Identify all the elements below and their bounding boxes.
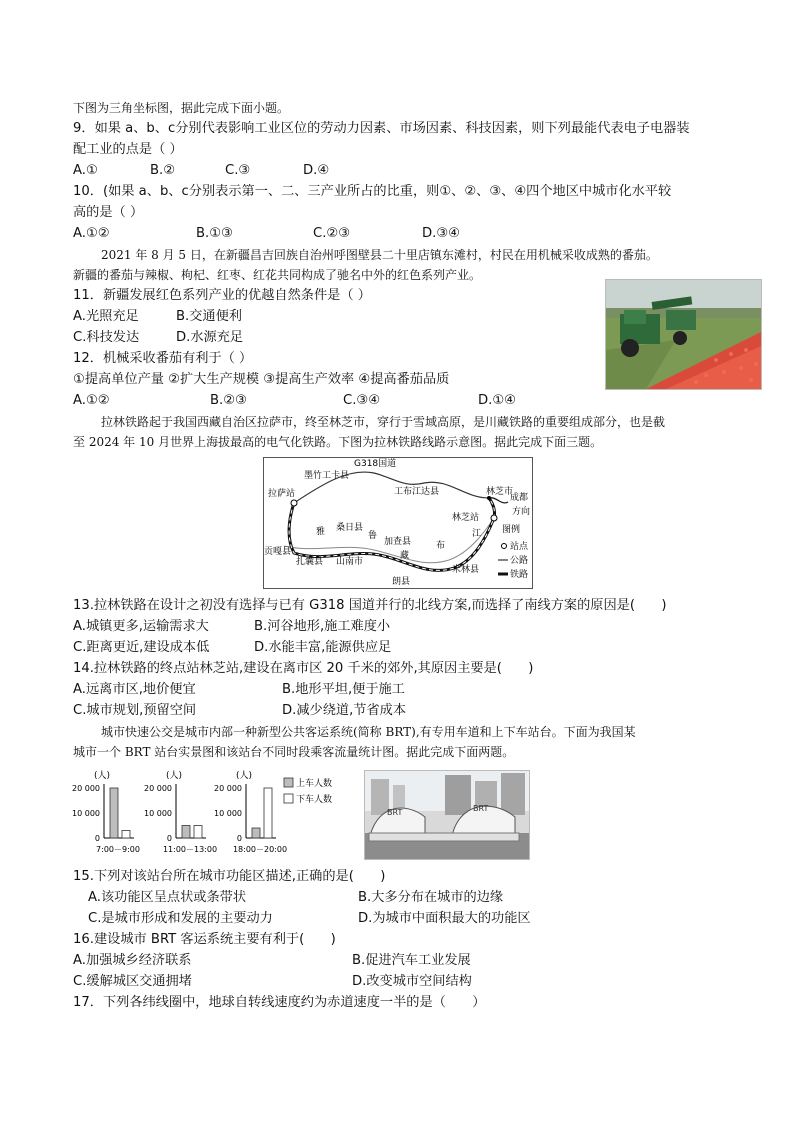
q15-option-a[interactable]: A.该功能区呈点状或条带状 <box>88 890 247 905</box>
label-jiacha: 加查县 <box>384 537 412 547</box>
q13-option-c[interactable]: C.距离更近,建设成本低 <box>73 640 210 655</box>
legend-station-symbol <box>502 544 507 549</box>
q14-option-b[interactable]: B.地形平坦,便于施工 <box>282 682 405 697</box>
chart-bar-boarding-2 <box>252 828 260 838</box>
chart-ylabel-2: (人) <box>236 771 253 781</box>
lalin-passage-line-1: 拉林铁路起于我国西藏自治区拉萨市，终至林芝市，穿行于雪域高原，是川藏铁路的重要组成部分，也是截 <box>101 415 666 429</box>
chart-legend-label-0: 上车人数 <box>296 779 333 789</box>
q11-stem: 11．新疆发展红色系列产业的优越自然条件是（ ） <box>73 288 371 303</box>
q12-option-a[interactable]: A.①② <box>73 393 110 408</box>
q10-option-c[interactable]: C.②③ <box>313 226 351 241</box>
label-milin: 米林县 <box>452 565 480 575</box>
brt-passage-line-2: 城市一个 BRT 站台实景图和该站台不同时段乘客流量统计图。据此完成下面两题。 <box>73 745 515 759</box>
chart-ylabel-0: (人) <box>94 771 111 781</box>
q11-option-d[interactable]: D.水源充足 <box>176 330 244 345</box>
chart-ylabel-1: (人) <box>166 771 183 781</box>
q12-choices: ①提高单位产量 ②扩大生产规模 ③提高生产效率 ④提高番茄品质 <box>73 372 450 387</box>
brt-sign-2: BRT <box>473 804 489 813</box>
q16-option-a[interactable]: A.加强城乡经济联系 <box>73 953 192 968</box>
linzhi-station-marker <box>491 515 497 521</box>
label-chengdu: 成都 <box>510 493 529 503</box>
chart-ytick-0-0: 20 000 <box>72 784 100 793</box>
q16-option-b[interactable]: B.促进汽车工业发展 <box>352 953 471 968</box>
q9-option-d[interactable]: D.④ <box>303 163 330 178</box>
q12-option-c[interactable]: C.③④ <box>343 393 381 408</box>
chart-legend-label-1: 下车人数 <box>296 795 333 805</box>
q15-option-b[interactable]: B.大多分布在城市的边缘 <box>358 890 504 905</box>
q9-option-a[interactable]: A.① <box>73 163 98 178</box>
q14-option-c[interactable]: C.城市规划,预留空间 <box>73 703 197 718</box>
brt-passage-line-1: 城市快速公交是城市内部一种新型公共客运系统(简称 BRT),有专用车道和上下车站台。下面为我国某 <box>101 725 636 739</box>
q10-option-d[interactable]: D.③④ <box>422 226 460 241</box>
label-linzhi-city: 林芝市 <box>486 487 514 497</box>
q15-option-c[interactable]: C.是城市形成和发展的主要动力 <box>88 911 273 926</box>
label-ya: 雅 <box>316 527 326 537</box>
legend-station: 站点 <box>510 542 529 552</box>
chart-ytick-0-1: 10 000 <box>72 809 100 818</box>
chart-legend-swatch-0 <box>284 778 293 787</box>
label-g318: G318国道 <box>354 459 397 469</box>
legend-railway: 铁路 <box>510 570 529 580</box>
label-sangri: 桑日县 <box>336 523 364 533</box>
label-bu: 布 <box>436 541 446 551</box>
chart-bar-boarding-1 <box>182 826 190 839</box>
tomato-harvest-photo <box>605 279 762 390</box>
chart-category-1: 11:00－13:00 <box>162 845 218 854</box>
legend-title: 图例 <box>502 525 521 535</box>
label-gongbu: 工布江达县 <box>394 487 440 497</box>
label-jiang: 江 <box>472 529 482 539</box>
label-lasa-station: 拉萨站 <box>268 489 296 499</box>
q14-option-a[interactable]: A.远离市区,地价便宜 <box>73 682 196 697</box>
q14-option-d[interactable]: D.减少绕道,节省成本 <box>282 703 407 718</box>
lalin-railway-map <box>263 457 533 589</box>
brt-sign-1: BRT <box>387 808 403 817</box>
q9-stem-line-2: 配工业的点是（ ） <box>73 142 183 157</box>
lalin-passage-line-2: 至 2024 年 10 月世界上海拔最高的电气化铁路。下图为拉林铁路线路示意图。据此完成下面三题。 <box>73 435 603 449</box>
q13-option-a[interactable]: A.城镇更多,运输需求大 <box>73 619 209 634</box>
chart-ytick-2-1: 10 000 <box>214 809 242 818</box>
q13-option-d[interactable]: D.水能丰富,能源供应足 <box>254 640 392 655</box>
q15-stem: 15.下列对该站台所在城市功能区描述,正确的是( ) <box>73 869 386 884</box>
q12-stem: 12．机械采收番茄有利于（ ） <box>73 351 253 366</box>
chart-ytick-1-2: 0 <box>166 834 172 843</box>
brt-passenger-chart <box>66 768 356 860</box>
chart-ytick-1-1: 10 000 <box>144 809 172 818</box>
q12-option-d[interactable]: D.①④ <box>478 393 516 408</box>
brt-station-photo <box>364 770 530 860</box>
chart-ytick-0-2: 0 <box>94 834 100 843</box>
chart-legend-swatch-1 <box>284 794 293 803</box>
q15-option-d[interactable]: D.为城市中面积最大的功能区 <box>358 911 531 926</box>
label-mozhu: 墨竹工卡县 <box>304 471 350 481</box>
q12-option-b[interactable]: B.②③ <box>210 393 247 408</box>
q9-stem-line-1: 9．如果 a、b、c分别代表影响工业区位的劳动力因素、市场因素、科技因素，则下列最能代表电子电器装 <box>73 121 690 136</box>
q13-stem: 13.拉林铁路在设计之初没有选择与已有 G318 国道并行的北线方案,而选择了南线方案的原因是( ) <box>73 598 667 613</box>
chart-bar-boarding-0 <box>110 788 118 838</box>
q10-option-a[interactable]: A.①② <box>73 226 110 241</box>
chart-bar-alighting-2 <box>264 788 272 838</box>
label-lu: 鲁 <box>368 531 378 541</box>
label-shannan: 山南市 <box>336 557 364 567</box>
q16-option-c[interactable]: C.缓解城区交通拥堵 <box>73 974 192 989</box>
q13-option-b[interactable]: B.河谷地形,施工难度小 <box>254 619 391 634</box>
q10-option-b[interactable]: B.①③ <box>196 226 233 241</box>
chart-ytick-2-2: 0 <box>236 834 242 843</box>
q16-option-d[interactable]: D.改变城市空间结构 <box>352 974 472 989</box>
legend-road: 公路 <box>510 556 529 566</box>
xinjiang-passage-line-1: 2021 年 8 月 5 日，在新疆昌吉回族自治州呼图壁县二十里店镇东滩村，村民在用机械采收成熟的番茄。 <box>101 248 658 262</box>
chart-category-0: 7:00－9:00 <box>96 845 140 854</box>
q9-option-c[interactable]: C.③ <box>225 163 251 178</box>
chart-category-2: 18:00－20:00 <box>232 845 288 854</box>
label-linzhi-station: 林芝站 <box>452 513 480 523</box>
label-langxian: 朗县 <box>392 577 411 587</box>
label-direction: 方向 <box>512 507 531 517</box>
q11-option-a[interactable]: A.光照充足 <box>73 309 139 324</box>
chart-bar-alighting-0 <box>122 831 130 839</box>
q9-option-b[interactable]: B.② <box>150 163 176 178</box>
q14-stem: 14.拉林铁路的终点站林芝站,建设在离市区 20 千米的郊外,其原因主要是( ) <box>73 661 534 676</box>
label-zhanang: 扎囊县 <box>296 557 324 567</box>
q10-stem-line-2: 高的是（ ） <box>73 205 144 220</box>
chart-bar-alighting-1 <box>194 826 202 839</box>
q17-stem: 17．下列各纬线圈中，地球自转线速度约为赤道速度一半的是（ ） <box>73 995 486 1010</box>
chart-ytick-2-0: 20 000 <box>214 784 242 793</box>
q11-option-c[interactable]: C.科技发达 <box>73 330 140 345</box>
q11-option-b[interactable]: B.交通便利 <box>176 309 242 324</box>
chart-ytick-1-0: 20 000 <box>144 784 172 793</box>
q10-stem-line-1: 10．(如果 a、b、c分别表示第一、二、三产业所占的比重，则①、②、③、④四个地区中城市化水平较 <box>73 184 672 199</box>
label-zang: 藏 <box>400 551 410 561</box>
lasa-station-marker <box>291 500 297 506</box>
label-gongga: 贡嘎县 <box>264 547 292 557</box>
q16-stem: 16.建设城市 BRT 客运系统主要有利于( ) <box>73 932 336 947</box>
xinjiang-passage-line-2: 新疆的番茄与辣椒、枸杞、红枣、红花共同构成了驰名中外的红色系列产业。 <box>73 268 482 282</box>
intro-text: 下图为三角坐标图，据此完成下面小题。 <box>73 101 290 115</box>
